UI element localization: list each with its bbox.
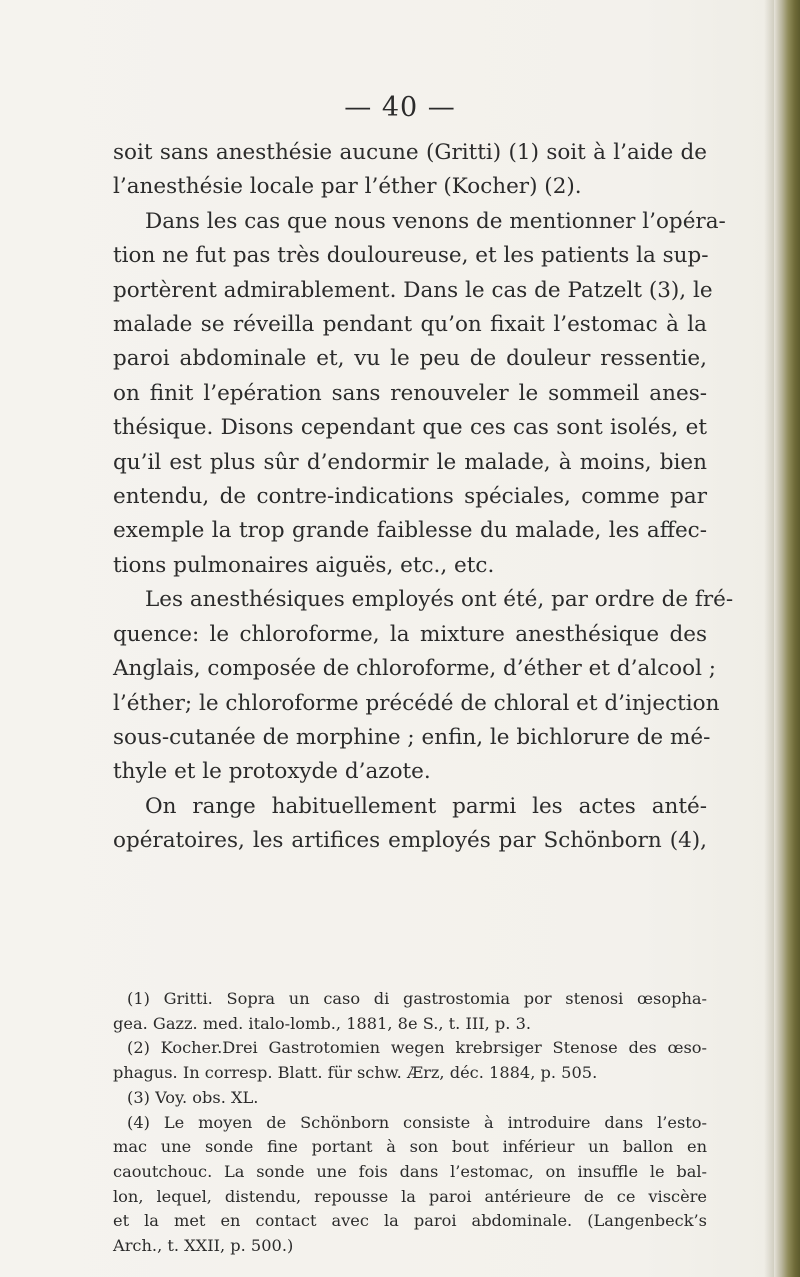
body-line: tion ne fut pas très douloureuse, et les patients la sup- xyxy=(113,243,709,269)
body-line: Les anesthésiques employés ont été, par ordre de fré- xyxy=(145,587,734,613)
body-line: entendu, de contre-indications spéciales, comme par xyxy=(113,484,707,510)
body-line: on finit l’epération sans renouveler le sommeil anes- xyxy=(113,380,707,406)
body-line: sous-cutanée de morphine ; enfin, le bichlorure de mé- xyxy=(113,724,711,750)
body-line: portèrent admirablement. Dans le cas de Patzelt (3), le xyxy=(113,277,713,303)
footnote-line: (4) Le moyen de Schönborn consiste à introduire dans l’esto- xyxy=(127,1112,707,1132)
body-line: l’éther; le chloroforme précédé de chloral et d’injection xyxy=(113,690,720,716)
footnote-line: lon, lequel, distendu, repousse la paroi antérieure de ce viscère xyxy=(113,1186,707,1206)
footnote-line: Arch., t. XXII, p. 500.) xyxy=(113,1236,294,1256)
body-line: l’anesthésie locale par l’éther (Kocher) (2). xyxy=(113,174,582,200)
footnote-line: (1) Gritti. Sopra un caso di gastrostomia por stenosi œsopha- xyxy=(127,989,707,1008)
body-line: quence: le chloroforme, la mixture anesthésique des xyxy=(113,621,707,647)
footnote-line: gea. Gazz. med. italo-lomb., 1881, 8e S., t. III, p. 3. xyxy=(113,1013,532,1033)
body-line: exemple la trop grande faiblesse du malade, les affec- xyxy=(113,518,707,544)
body-line: thyle et le protoxyde d’azote. xyxy=(113,759,431,785)
body-line: tions pulmonaires aiguës, etc., etc. xyxy=(113,552,495,578)
footnote-line: phagus. In corresp. Blatt. für schw. Ærz, déc. 1884, p. 505. xyxy=(113,1063,598,1083)
body-line: paroi abdominale et, vu le peu de douleur ressentie, xyxy=(113,346,707,372)
body-line: thésique. Disons cependant que ces cas sont isolés, et xyxy=(113,415,707,441)
footnote-line: mac une sonde fine portant à son bout inférieur un ballon en xyxy=(113,1137,707,1157)
body-line: qu’il est plus sûr d’endormir le malade, à moins, bien xyxy=(113,449,707,475)
footnote-line: (2) Kocher.Drei Gastrotomien wegen krebrsiger Stenose des œso- xyxy=(127,1038,707,1058)
body-line: On range habituellement parmi les actes anté- xyxy=(145,793,707,819)
footnotes xyxy=(113,987,707,1259)
page-number: — 40 — xyxy=(344,92,456,123)
footnote-line: (3) Voy. obs. XL. xyxy=(127,1087,259,1107)
body-text xyxy=(113,136,734,859)
body-line: Anglais, composée de chloroforme, d’éther et d’alcool ; xyxy=(113,656,717,682)
footnote-line: caoutchouc. La sonde une fois dans l’estomac, on insuffle le bal- xyxy=(113,1161,707,1181)
body-line: opératoires, les artifices employés par Schönborn (4), xyxy=(113,828,707,854)
body-line: soit sans anesthésie aucune (Gritti) (1) soit à l’aide de xyxy=(113,140,707,165)
body-line: malade se réveilla pendant qu’on fixait l’estomac à la xyxy=(113,312,707,338)
footnote-line: et la met en contact avec la paroi abdominale. (Langenbeck’s xyxy=(113,1211,707,1231)
body-line: Dans les cas que nous venons de mentionner l’opéra- xyxy=(145,208,726,234)
page-edge-shadow xyxy=(764,0,774,1277)
book-spine-edge xyxy=(774,0,800,1277)
